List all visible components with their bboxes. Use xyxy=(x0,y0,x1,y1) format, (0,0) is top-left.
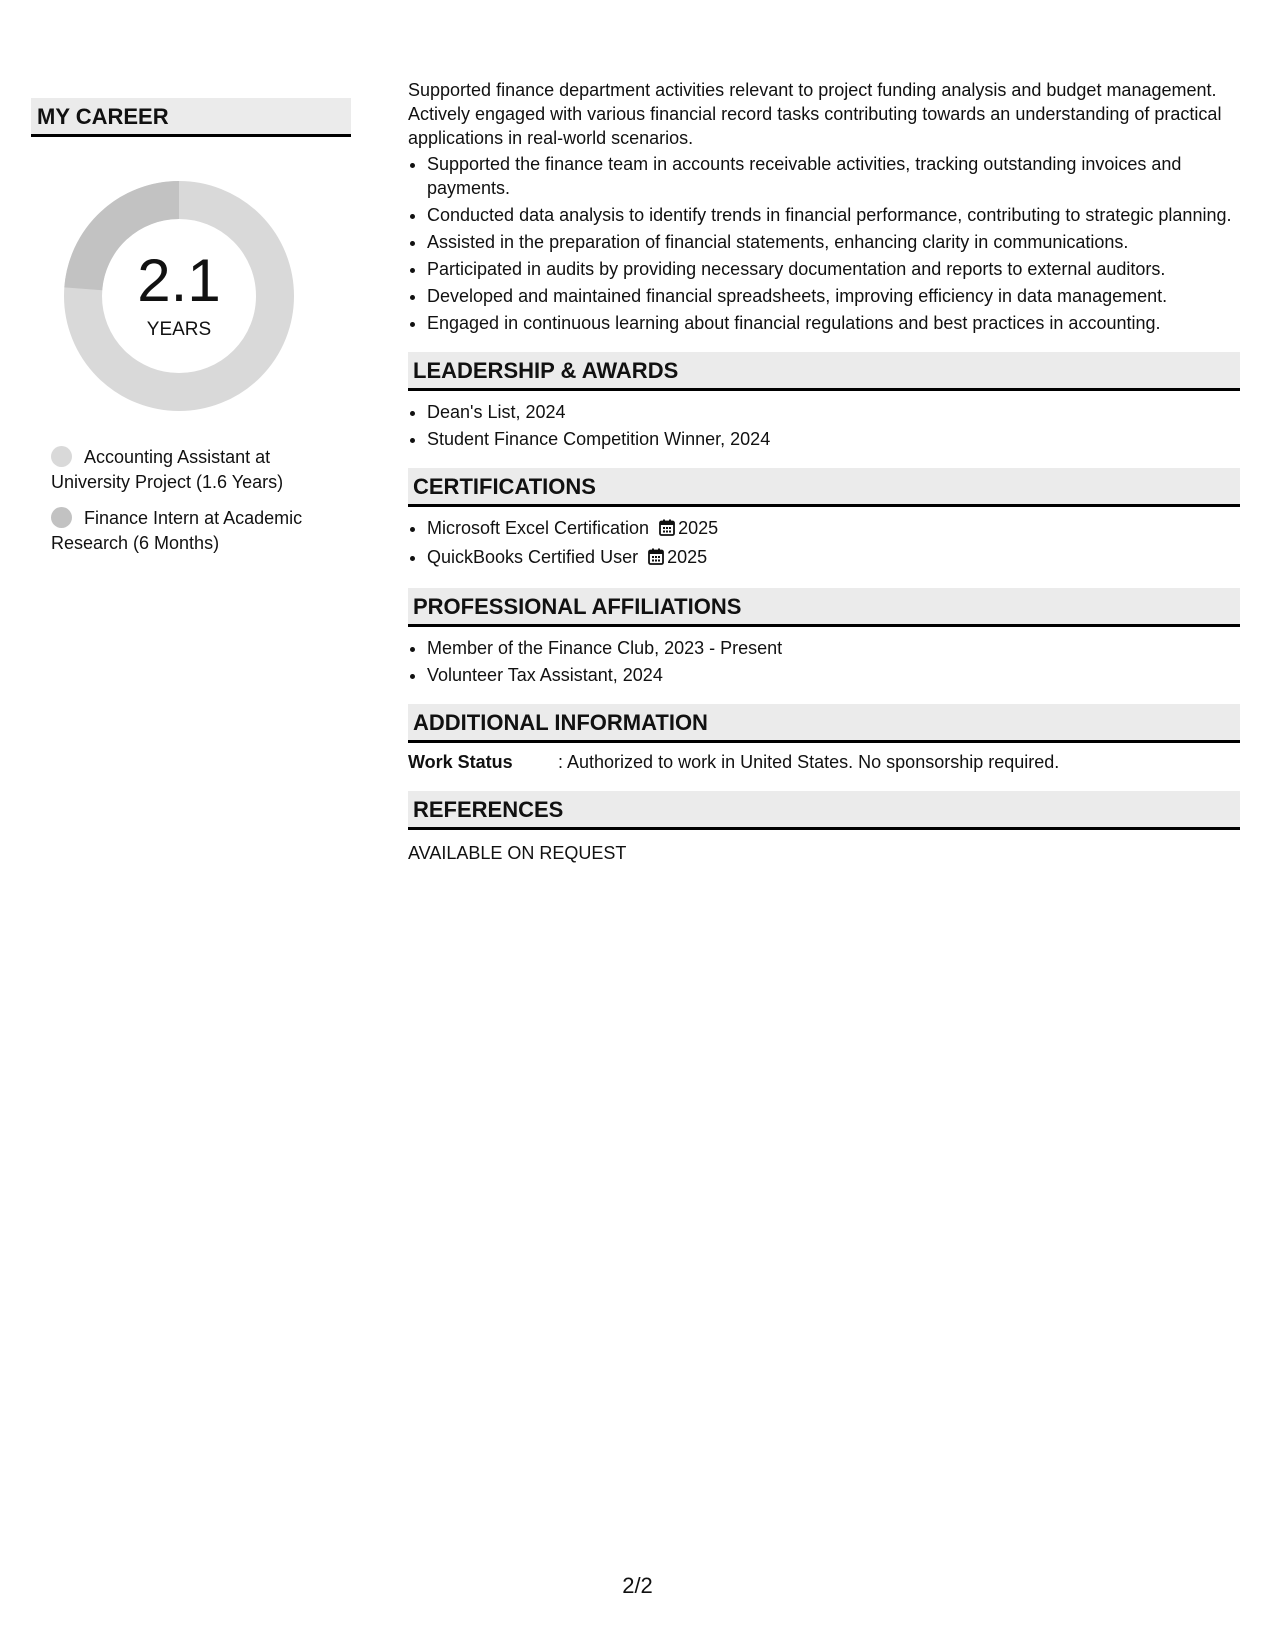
calendar-icon xyxy=(648,547,664,571)
list-item xyxy=(427,545,1240,571)
section-title: CERTIFICATIONS xyxy=(408,468,1240,507)
page-number: 2/2 xyxy=(622,1573,653,1598)
certification-year: 2025 xyxy=(678,518,719,538)
list-item: • Member of the Finance Club, 2023 - Present xyxy=(427,636,1240,660)
list-item: • Dean's List, 2024 xyxy=(427,400,1240,424)
references-section xyxy=(408,791,1240,865)
legend-dot xyxy=(51,507,72,528)
right-column xyxy=(408,78,1240,865)
section-title: PROFESSIONAL AFFILIATIONS xyxy=(408,588,1240,627)
certifications-section xyxy=(408,468,1240,571)
career-donut-chart xyxy=(64,181,294,411)
affiliations-section xyxy=(408,588,1240,687)
left-column xyxy=(31,98,351,567)
list-item: • Assisted in the preparation of financial statements, enhancing clarity in communications. xyxy=(427,230,1240,254)
total-years-value: 2.1 xyxy=(137,247,221,314)
work-status-label: Work Status xyxy=(408,752,513,772)
list-item: • Conducted data analysis to identify trends in financial performance, contributing to strategic planning. xyxy=(427,203,1240,227)
legend-label: Accounting Assistant at University Project (1.6 Years) xyxy=(51,447,284,492)
additional-info-section xyxy=(408,704,1240,774)
total-years-unit: YEARS xyxy=(146,319,212,340)
certifications-list xyxy=(408,516,1240,571)
leadership-section xyxy=(408,352,1240,451)
certification-year: 2025 xyxy=(667,547,708,567)
certification-name: Microsoft Excel Certification xyxy=(427,518,650,538)
list-item: • Participated in audits by providing necessary documentation and reports to external auditors. xyxy=(427,257,1240,281)
section-title: REFERENCES xyxy=(408,791,1240,830)
legend-item xyxy=(51,445,331,495)
legend-label: Finance Intern at Academic Research (6 Months) xyxy=(51,508,303,553)
experience-bullets xyxy=(408,152,1240,335)
leadership-list xyxy=(408,400,1240,451)
list-item: • Student Finance Competition Winner, 2024 xyxy=(427,427,1240,451)
legend-item xyxy=(51,506,331,556)
donut-center xyxy=(64,181,294,411)
references-text: AVAILABLE ON REQUEST xyxy=(408,843,627,863)
calendar-icon xyxy=(659,518,675,542)
legend-dot xyxy=(51,446,72,467)
list-item xyxy=(427,516,1240,542)
experience-summary: Supported finance department activities relevant to project funding analysis and budget management. Actively engaged with various financial record tasks contributing towards an understanding of practical applications in real-world scenarios. xyxy=(408,80,1222,148)
list-item: • Developed and maintained financial spreadsheets, improving efficiency in data management. xyxy=(427,284,1240,308)
career-section-title: MY CAREER xyxy=(31,98,351,137)
certification-name: QuickBooks Certified User xyxy=(427,547,639,567)
work-status-value: : Authorized to work in United States. No sponsorship required. xyxy=(558,752,1060,772)
affiliations-list xyxy=(408,636,1240,687)
career-legend xyxy=(51,445,331,556)
list-item: • Volunteer Tax Assistant, 2024 xyxy=(427,663,1240,687)
section-title: ADDITIONAL INFORMATION xyxy=(408,704,1240,743)
list-item: • Supported the finance team in accounts receivable activities, tracking outstanding invoices and payments. xyxy=(427,152,1240,200)
work-status-row xyxy=(408,750,1240,774)
list-item: • Engaged in continuous learning about financial regulations and best practices in accounting. xyxy=(427,311,1240,335)
section-title: LEADERSHIP & AWARDS xyxy=(408,352,1240,391)
